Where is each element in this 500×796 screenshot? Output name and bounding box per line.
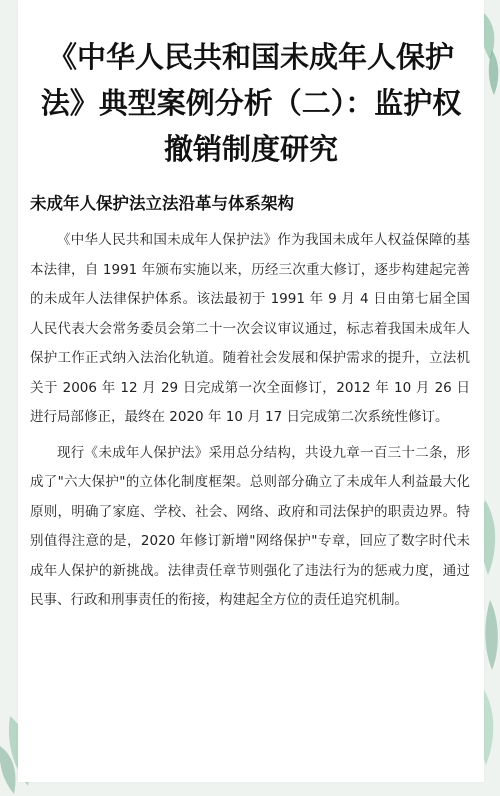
body-paragraph: 现行《未成年人保护法》采用总分结构，共设九章一百三十二条，形成了"六大保护"的立体化制度框架。总则部分确立了未成年人利益最大化原则，明确了家庭、学校、社会、网络、政府和司法保护的职责边界。特别值得注意的是，2020 年修订新增"网络保护"专章，回应了数字时代未成年人保护的新挑战。法律责任章节则强化了违法行为的惩戒力度，通过民事、行政和刑事责任的衔接，构建起全方位的责任追究机制。	[30, 444, 470, 608]
body-paragraph: 《中华人民共和国未成年人保护法》作为我国未成年人权益保障的基本法律，自 1991 年颁布实施以来，历经三次重大修订，逐步构建起完善的未成年人法律保护体系。该法最初于 1991 年 9 月 4 日由第七届全国人民代表大会常务委员会第二十一次会议审议通过，标志着我国未成年人保护工作正式纳入法治化轨道。随着社会发展和保护需求的提升，立法机关于 2006 年 12 月 29 日完成第一次全面修订，2012 年 10 月 26 日进行局部修正，最终在 2020 年 10 月 17 日完成第二次系统性修订。	[30, 232, 470, 425]
section-heading: 未成年人保护法立法沿革与体系架构	[30, 194, 294, 213]
document-page	[18, 0, 484, 782]
document-title: 《中华人民共和国未成年人保护法》典型案例分析（二）：监护权撤销制度研究	[40, 40, 462, 166]
